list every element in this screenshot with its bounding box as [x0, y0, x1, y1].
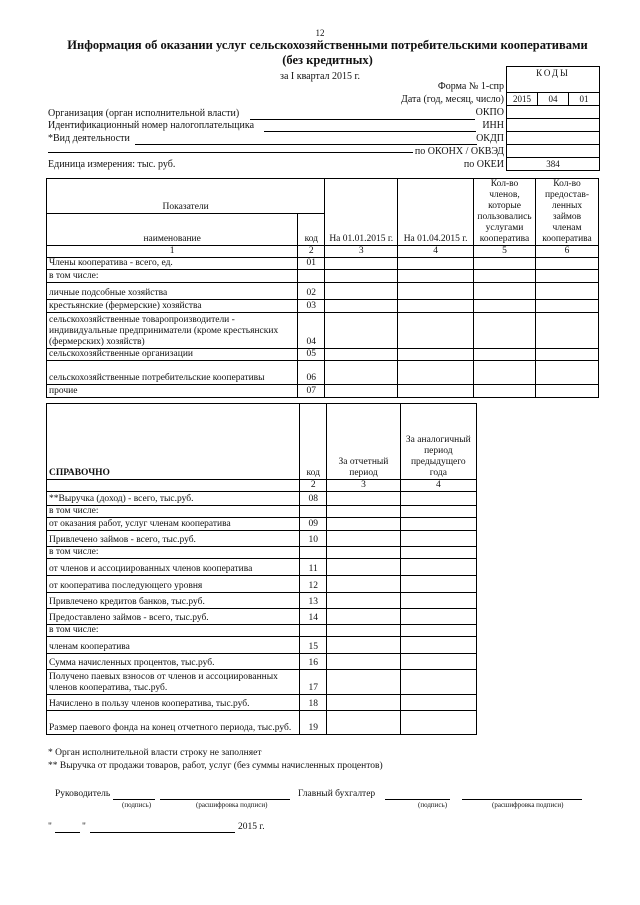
row-name: в том числе:	[47, 547, 300, 559]
col-num: 4	[400, 480, 476, 492]
row-code: 09	[300, 518, 327, 531]
value-cell[interactable]	[398, 349, 474, 361]
value-cell[interactable]	[325, 385, 398, 398]
row-name: Члены кооператива - всего, ед.	[47, 258, 298, 270]
report-period: за I квартал 2015 г.	[280, 71, 360, 82]
value-cell[interactable]	[327, 547, 400, 559]
row-name: сельскохозяйственные товаропроизводители - индивидуальные предприниматели (кроме крестьянских (фермерских) хозяйств)	[47, 313, 298, 349]
value-cell[interactable]	[398, 258, 474, 270]
h-code: код	[298, 214, 325, 246]
title-line-2: (без кредитных)	[282, 53, 373, 67]
h-name: наименование	[47, 214, 298, 246]
accountant-decode-caption: (расшифровка подписи)	[492, 801, 564, 809]
value-cell[interactable]	[327, 559, 400, 576]
row-name: Привлечено кредитов банков, тыс.руб.	[47, 593, 300, 609]
row-name: Размер паевого фонда на конец отчетного периода, тыс.руб.	[47, 711, 300, 735]
row-name: от оказания работ, услуг членам кооператива	[47, 518, 300, 531]
table-row	[47, 654, 477, 670]
row-code	[300, 547, 327, 559]
date-day[interactable]: 01	[579, 94, 589, 104]
row-name: в том числе:	[47, 625, 300, 637]
row-code: 16	[300, 654, 327, 670]
row-name: крестьянские (фермерские) хозяйства	[47, 300, 298, 313]
value-cell[interactable]	[398, 385, 474, 398]
value-cell[interactable]	[400, 695, 476, 711]
table-row	[47, 625, 477, 637]
value-cell[interactable]	[400, 547, 476, 559]
col-num: 2	[298, 246, 325, 258]
value-cell[interactable]	[327, 695, 400, 711]
value-cell[interactable]	[400, 506, 476, 518]
table-row	[47, 506, 477, 518]
org-field[interactable]	[250, 108, 475, 120]
value-cell[interactable]	[474, 385, 536, 398]
col-num	[47, 480, 300, 492]
value-cell[interactable]	[474, 349, 536, 361]
value-cell[interactable]	[400, 559, 476, 576]
head-sign-field[interactable]	[113, 789, 155, 800]
h-period: За отчетный период	[327, 404, 400, 480]
reference-table	[46, 403, 477, 735]
okei-label: по ОКЕИ	[463, 159, 504, 170]
value-cell[interactable]	[327, 637, 400, 654]
okpo-label: ОКПО	[475, 107, 504, 118]
value-cell[interactable]	[536, 258, 599, 270]
table-row	[47, 593, 477, 609]
table-row	[47, 711, 477, 735]
row-code: 17	[300, 670, 327, 695]
h-date2: На 01.04.2015 г.	[398, 179, 474, 246]
value-cell[interactable]	[536, 270, 599, 283]
col-num: 3	[325, 246, 398, 258]
title-line-1: Информация об оказании услуг сельскохозяйственными потребительскими кооперативами	[67, 38, 588, 52]
h-members-used: Кол-во членов, которые пользовались услугами кооператива	[474, 179, 536, 246]
form-title	[40, 38, 615, 68]
table-row	[47, 492, 477, 506]
row-code: 01	[298, 258, 325, 270]
inn-label: ИНН	[482, 120, 504, 131]
table-row	[47, 300, 599, 313]
okei-cell[interactable]: 384	[506, 158, 600, 171]
value-cell[interactable]	[400, 518, 476, 531]
row-name: личные подсобные хозяйства	[47, 283, 298, 300]
table-row	[47, 313, 599, 349]
date-month[interactable]: 04	[538, 93, 569, 105]
h-prev-period: За аналогичный период предыдущего года	[400, 404, 476, 480]
value-cell[interactable]	[327, 593, 400, 609]
okpo-cell[interactable]	[506, 106, 600, 119]
codes-header: КОДЫ	[506, 66, 600, 80]
members-table	[46, 178, 599, 398]
value-cell[interactable]	[325, 349, 398, 361]
okonh-label: по ОКОНХ / ОКВЭД	[414, 146, 504, 157]
value-cell[interactable]	[325, 313, 398, 349]
row-code: 05	[298, 349, 325, 361]
value-cell[interactable]	[474, 361, 536, 385]
value-cell[interactable]	[398, 300, 474, 313]
value-cell[interactable]	[400, 576, 476, 593]
form-label: Форма № 1-спр	[437, 81, 504, 92]
date-code-row	[506, 93, 600, 106]
table-row	[47, 547, 477, 559]
value-cell[interactable]	[325, 283, 398, 300]
row-code: 11	[300, 559, 327, 576]
org-label: Организация (орган исполнительной власти)	[48, 108, 240, 119]
value-cell[interactable]	[325, 300, 398, 313]
value-cell[interactable]	[400, 670, 476, 695]
accountant-sign-field[interactable]	[385, 789, 450, 800]
row-code: 03	[298, 300, 325, 313]
table-row	[47, 670, 477, 695]
form-code-cell[interactable]	[506, 80, 600, 93]
row-name: Предоставлено займов - всего, тыс.руб.	[47, 609, 300, 625]
row-code: 06	[298, 361, 325, 385]
value-cell[interactable]	[325, 258, 398, 270]
h-code2: код	[300, 404, 327, 480]
value-cell[interactable]	[474, 283, 536, 300]
value-cell[interactable]	[474, 313, 536, 349]
row-code: 10	[300, 531, 327, 547]
value-cell[interactable]	[536, 349, 599, 361]
h-date1: На 01.01.2015 г.	[325, 179, 398, 246]
sign-year: 2015 г.	[238, 822, 265, 832]
row-name: сельскохозяйственные организации	[47, 349, 298, 361]
accountant-sign-caption: (подпись)	[418, 801, 448, 809]
row-code: 14	[300, 609, 327, 625]
table-row	[47, 559, 477, 576]
value-cell[interactable]	[325, 270, 398, 283]
accountant-decode-field[interactable]	[462, 789, 582, 800]
value-cell[interactable]	[474, 270, 536, 283]
value-cell[interactable]	[398, 283, 474, 300]
value-cell[interactable]	[400, 625, 476, 637]
col-num: 5	[474, 246, 536, 258]
table-row	[47, 531, 477, 547]
head-label: Руководитель	[55, 789, 111, 799]
table-row	[47, 609, 477, 625]
h-indicators: Показатели	[47, 179, 325, 214]
value-cell[interactable]	[536, 385, 599, 398]
row-code: 12	[300, 576, 327, 593]
row-code: 04	[298, 313, 325, 349]
value-cell[interactable]	[398, 361, 474, 385]
row-name: Начислено в пользу членов кооператива, тыс.руб.	[47, 695, 300, 711]
head-decode-field[interactable]	[160, 789, 290, 800]
unit-label: Единица измерения: тыс. руб.	[48, 159, 176, 170]
col-num: 4	[398, 246, 474, 258]
value-cell[interactable]	[327, 576, 400, 593]
date-quote-close: "	[82, 822, 86, 832]
footnote-2: ** Выручка от продажи товаров, работ, услуг (без суммы начисленных процентов)	[48, 761, 383, 771]
inn-field[interactable]	[264, 120, 476, 132]
head-sign-caption: (подпись)	[122, 801, 152, 809]
row-code: 18	[300, 695, 327, 711]
value-cell[interactable]	[400, 654, 476, 670]
value-cell[interactable]	[325, 361, 398, 385]
value-cell[interactable]	[398, 270, 474, 283]
value-cell[interactable]	[474, 258, 536, 270]
row-name: сельскохозяйственные потребительские кооперативы	[47, 361, 298, 385]
sign-month-field[interactable]	[90, 822, 235, 833]
row-code: 02	[298, 283, 325, 300]
value-cell[interactable]	[327, 711, 400, 735]
row-name: **Выручка (доход) - всего, тыс.руб.	[47, 492, 300, 506]
okdp-cell[interactable]	[506, 132, 600, 145]
col-num: 1	[47, 246, 298, 258]
value-cell[interactable]	[327, 492, 400, 506]
value-cell[interactable]	[398, 313, 474, 349]
value-cell[interactable]	[536, 283, 599, 300]
table-row	[47, 576, 477, 593]
value-cell[interactable]	[400, 593, 476, 609]
row-name: Привлечено займов - всего, тыс.руб.	[47, 531, 300, 547]
inn-cell[interactable]	[506, 119, 600, 132]
date-label: Дата (год, месяц, число)	[401, 94, 504, 105]
row-name: в том числе:	[47, 270, 298, 283]
table-row	[47, 385, 599, 398]
value-cell[interactable]	[536, 361, 599, 385]
sign-day-field[interactable]	[55, 822, 80, 833]
okonh-cell[interactable]	[506, 145, 600, 158]
row-code: 07	[298, 385, 325, 398]
value-cell[interactable]	[400, 711, 476, 735]
value-cell[interactable]	[327, 625, 400, 637]
row-code: 15	[300, 637, 327, 654]
value-cell[interactable]	[327, 531, 400, 547]
table-row	[47, 270, 599, 283]
col-num: 3	[327, 480, 400, 492]
row-code	[300, 625, 327, 637]
value-cell[interactable]	[327, 670, 400, 695]
row-name: от кооператива последующего уровня	[47, 576, 300, 593]
value-cell[interactable]	[400, 531, 476, 547]
row-code	[298, 270, 325, 283]
value-cell[interactable]	[327, 609, 400, 625]
table-row	[47, 361, 599, 385]
accountant-label: Главный бухгалтер	[298, 789, 376, 799]
value-cell[interactable]	[327, 518, 400, 531]
value-cell[interactable]	[327, 506, 400, 518]
value-cell[interactable]	[400, 492, 476, 506]
row-code: 19	[300, 711, 327, 735]
row-code	[300, 506, 327, 518]
row-name: в том числе:	[47, 506, 300, 518]
value-cell[interactable]	[327, 654, 400, 670]
footnote-1: * Орган исполнительной власти строку не заполняет	[48, 748, 262, 758]
okdp-label: ОКДП	[476, 133, 504, 144]
table-row	[47, 695, 477, 711]
row-name: Сумма начисленных процентов, тыс.руб.	[47, 654, 300, 670]
h-loans-count: Кол-во предостав-ленных займов членам кооператива	[536, 179, 599, 246]
date-quote-open: "	[48, 822, 52, 832]
activity-label: *Вид деятельности	[48, 133, 130, 144]
value-cell[interactable]	[536, 313, 599, 349]
value-cell[interactable]	[536, 300, 599, 313]
value-cell[interactable]	[474, 300, 536, 313]
row-name: от членов и ассоциированных членов кооператива	[47, 559, 300, 576]
value-cell[interactable]	[400, 609, 476, 625]
row-code: 13	[300, 593, 327, 609]
row-name: Получено паевых взносов от членов и ассоциированных членов кооператива, тыс.руб.	[47, 670, 300, 695]
table-row	[47, 349, 599, 361]
h-reference: СПРАВОЧНО	[47, 404, 300, 480]
col-num: 6	[536, 246, 599, 258]
row-code: 08	[300, 492, 327, 506]
table-row	[47, 258, 599, 270]
head-decode-caption: (расшифровка подписи)	[196, 801, 268, 809]
value-cell[interactable]	[400, 637, 476, 654]
activity-field-line2[interactable]	[48, 143, 413, 153]
col-num: 2	[300, 480, 327, 492]
inn-id-label: Идентификационный номер налогоплательщика	[48, 120, 255, 131]
date-year[interactable]: 2015	[507, 93, 538, 105]
row-name: прочие	[47, 385, 298, 398]
table-row	[47, 637, 477, 654]
table-row	[47, 283, 599, 300]
page-number: 12	[315, 28, 325, 38]
table-row	[47, 518, 477, 531]
row-name: членам кооператива	[47, 637, 300, 654]
